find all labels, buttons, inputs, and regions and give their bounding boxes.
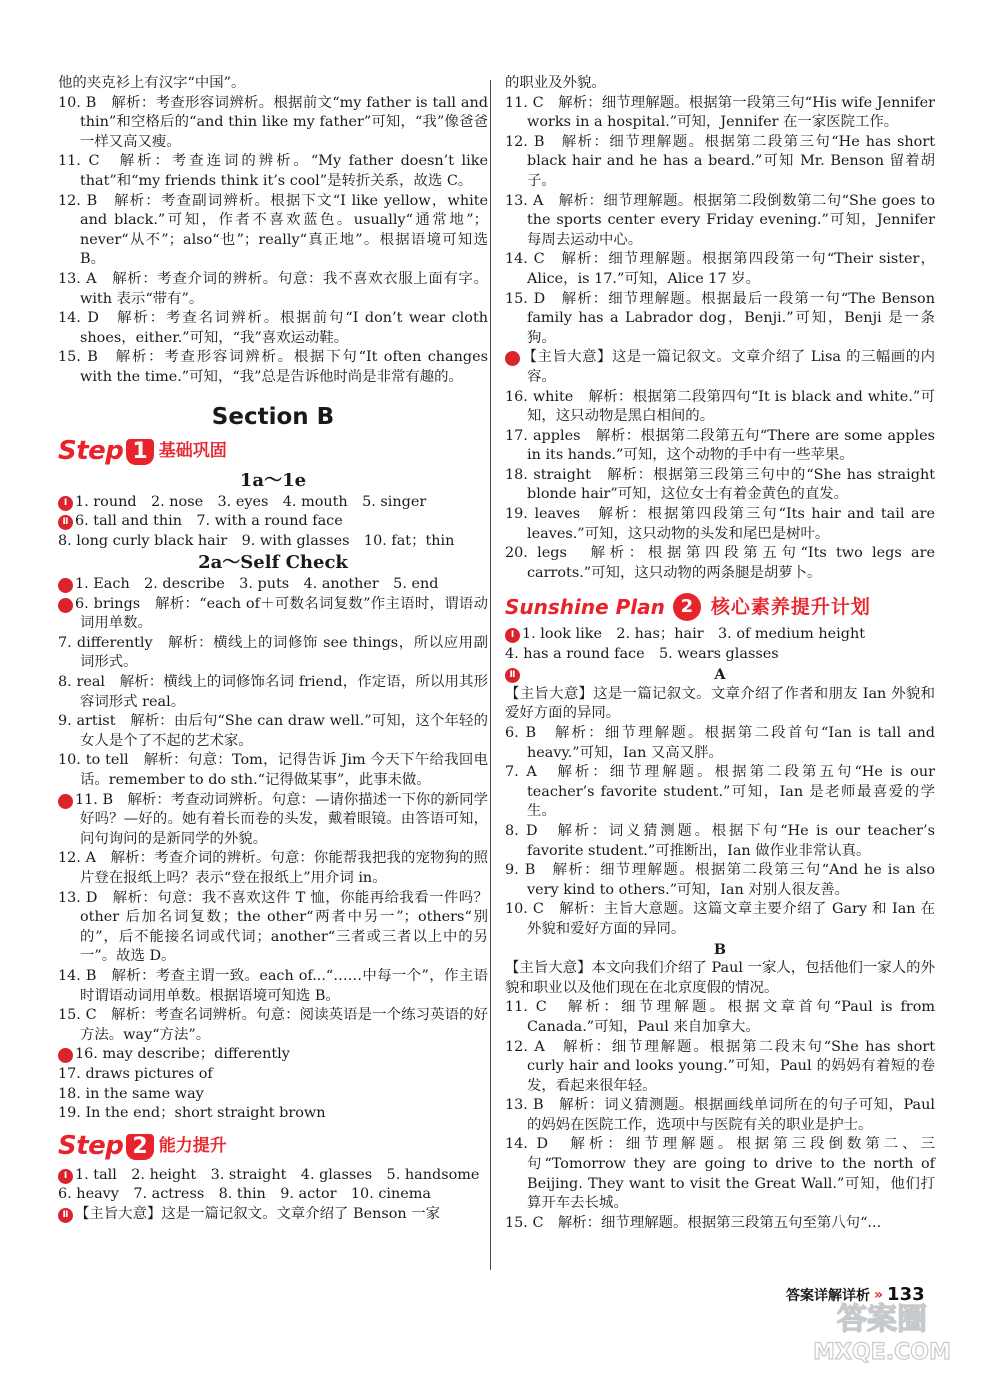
answer-line <box>505 1096 935 1135</box>
answer-line <box>58 1166 488 1186</box>
answer-text: 11. C 解析：细节理解题。根据文章首句“Paul is from Canada.”可知，Paul 来自加拿大。 <box>505 999 935 1035</box>
answer-line <box>505 74 935 94</box>
step2-word: Step <box>58 1130 124 1161</box>
answer-line <box>497 348 935 387</box>
answer-line <box>505 685 935 724</box>
answer-line: 12. B 解析：考查副词辨析。根据下文“I like yellow，white and black.”可知，作者不喜欢蓝色。usually“通常地”；never“从不”；also“也”；really“真正地”。根据语境可知选 B。 <box>58 192 488 268</box>
answer-line <box>505 427 935 466</box>
right-answers-part-d <box>505 959 935 1233</box>
step1-heading <box>58 436 488 467</box>
answer-line <box>505 290 935 349</box>
answer-text: 6. B 解析：细节理解题。根据第二段首句“Ian is tall and heavy.”可知，Ian 又高又胖。 <box>505 725 935 761</box>
self-check-answers <box>49 575 488 1124</box>
sunshine-plan-number: 2 <box>673 593 701 621</box>
roman-numeral-badge: Ⅱ <box>58 598 73 613</box>
answer-text: 8. real 解析：横线上的词修饰名词 friend，作定语，所以用其形容词形式 real。 <box>58 674 488 710</box>
answer-text: 9. B 解析：细节理解题。根据第二段第三句“And he is also very kind to others.”可知，Ian 对别人很友善。 <box>505 862 935 898</box>
answer-text: 15. D 解析：细节理解题。根据最后一段第一句“The Benson family has a Labrador dog，Benji.”可知，Benji 是一条狗。 <box>505 290 935 346</box>
answer-line <box>50 791 488 850</box>
answer-text: 的职业及外貌。 <box>505 75 606 91</box>
answer-line <box>58 889 488 967</box>
answer-text: 13. D 解析：句意：我不喜欢这件 T 恤，你能再给我看一件吗？other 后加名词复数；the other“两者中另一”；others“别的”，后不能接名词或代词；another“三者或三者以上中的另一”。故选 D。 <box>58 889 488 965</box>
answer-line <box>49 1045 488 1065</box>
answer-text: 14. D 解析：细节理解题。根据第三段倒数第二、三句“Tomorrow they are going to drive to the north of Beijing. They want to visit the Great Wall.”可知，他们打算开车去长城。 <box>505 1136 935 1212</box>
right-answers-part-a <box>497 74 935 583</box>
answer-line <box>58 673 488 712</box>
double-arrow-icon: » <box>874 1286 884 1303</box>
right-column <box>497 74 935 1233</box>
roman-numeral-badge: Ⅲ <box>58 794 73 809</box>
answer-line <box>58 1185 488 1205</box>
answer-text: 18. straight 解析：根据第三段第三句中的“She has straight blonde hair”可知，这位女士有着金黄色的直发。 <box>505 466 935 503</box>
answer-text: 18. in the same way <box>58 1085 204 1102</box>
answer-text: 6. tall and thin 7. with a round face <box>75 513 343 530</box>
answer-line <box>505 505 935 544</box>
answer-text: 13. B 解析：词义猜测题。根据画线单词所在的句子可知，Paul 的妈妈在医院工作，选项中与医院有关的职业是护士。 <box>505 1097 935 1133</box>
answer-text: 8. long curly black hair 9. with glasses 10. fat；thin <box>58 532 455 549</box>
answer-text: 9. artist 解析：由后句“She can draw well.”可知，这个年轻的女人是个了不起的艺术家。 <box>58 713 488 749</box>
answer-text: 1. tall 2. height 3. straight 4. glasses 5. handsome <box>75 1166 480 1183</box>
answer-text: 【主旨大意】这是一篇记叙文。文章介绍了作者和朋友 Ian 外貌和爱好方面的异同。 <box>505 685 935 722</box>
answer-text: 17. draws pictures of <box>58 1065 213 1082</box>
answer-line <box>51 595 488 634</box>
watermark-line1: 答案圈 <box>837 1302 927 1337</box>
answer-text: 15. C 解析：考查名词辨析。句意：阅读英语是一个练习英语的好方法。way“方法”。 <box>58 1007 488 1043</box>
step1-number: 1 <box>126 439 153 465</box>
answer-text: 14. C 解析：细节理解题。根据第四段第一句“Their sister，Alice，is 17.”可知，Alice 17 岁。 <box>505 251 935 287</box>
answer-text: 16. may describe；differently <box>75 1046 290 1063</box>
page-number: 133 <box>887 1284 925 1305</box>
answer-text: 14. B 解析：考查主谓一致。each of...“……中每一个”，作主语时谓语动词用单数。根据语境可知选 B。 <box>58 967 488 1004</box>
left-column <box>49 74 488 1224</box>
step1-word: Step <box>58 436 124 467</box>
sunshine-plan-heading <box>505 593 935 621</box>
answer-line <box>58 849 488 888</box>
answer-line <box>505 861 935 900</box>
answer-line: 11. C 解析：考查连词的辨析。“My father doesn’t like that”和“my friends think it’s cool”是转折关系，故选 C。 <box>58 153 488 189</box>
answer-line <box>58 1065 488 1085</box>
answer-line <box>505 133 935 192</box>
right-answers-part-c <box>505 685 935 940</box>
roman-numeral-badge: Ⅲ <box>505 351 520 366</box>
answer-line <box>505 625 935 645</box>
answer-line <box>58 1085 488 1105</box>
answer-text: 20. legs 解析：根据第四段第五句“Its two legs are carrots.”可知，这只动物的两条腿是胡萝卜。 <box>505 545 935 581</box>
left-top-answers <box>58 74 488 388</box>
roman-numeral-badge: Ⅱ <box>58 515 73 530</box>
answer-line <box>58 751 488 790</box>
answer-line <box>505 645 935 665</box>
answer-text: 12. B 解析：细节理解题。根据第二段第三句“He has short black hair and he has a beard.”可知 Mr. Benson 留着胡子。 <box>505 133 935 189</box>
roman-numeral-badge: Ⅰ <box>58 496 73 511</box>
passage-b-label: B <box>713 940 727 958</box>
answer-line <box>505 763 935 822</box>
watermark-logo <box>780 1295 985 1365</box>
answer-line <box>505 466 935 505</box>
answer-text: 13. A 解析：细节理解题。根据第二段倒数第二句“She goes to the sports center every Friday evening.”可知，Jennifer 每周去运动中心。 <box>505 192 935 248</box>
roman-numeral-badge: Ⅰ <box>58 1169 73 1184</box>
answer-line: 15. B 解析：考查形容词辨析。根据下句“It often changes with the time.”可知，“我”总是告诉他时尚是非常有趣的。 <box>58 349 488 385</box>
answer-line <box>58 493 488 513</box>
answer-text: 10. C 解析：主旨大意题。这篇文章主要介绍了 Gary 和 Ian 在外貌和爱好方面的异同。 <box>505 901 935 937</box>
answer-line <box>505 959 935 998</box>
answer-line <box>58 1006 488 1045</box>
passage-a-label: A <box>714 666 726 684</box>
answer-text: 10. to tell 解析：句意：Tom，记得告诉 Jim 今天下午给我回电话。remember to do sth.“记得做某事”，此事未做。 <box>58 752 488 788</box>
answer-line <box>58 1104 488 1124</box>
answer-text: 19. leaves 解析：根据第四段第三句“Its hair and tail are leaves.”可知，这只动物的头发和尾巴是树叶。 <box>505 506 935 542</box>
step1-answers <box>58 493 488 552</box>
answer-text: 4. has a round face 5. wears glasses <box>505 646 779 663</box>
step2-number: 2 <box>126 1134 153 1160</box>
step1-name: 基础巩固 <box>158 441 227 462</box>
answer-line: 13. A 解析：考查介词的辨析。句意：我不喜欢衣服上面有字。with 表示“带有”。 <box>58 270 488 307</box>
answer-line <box>505 544 935 583</box>
answer-line <box>52 575 488 595</box>
answer-line <box>505 1214 935 1234</box>
answer-line <box>505 94 935 133</box>
answer-line <box>58 967 488 1006</box>
answer-text: 8. D 解析：词义猜测题。根据下句“He is our teacher’s favorite student.”可推断出，Ian 做作业非常认真。 <box>505 822 935 859</box>
sub-title-1a-1e: 1a～1e <box>239 470 307 492</box>
answer-line <box>505 1038 935 1097</box>
answer-line <box>505 1135 935 1213</box>
answer-text: 1. Each 2. describe 3. puts 4. another 5. end <box>75 576 439 593</box>
answer-text: 6. brings 解析：“each of＋可数名词复数”作主语时，谓语动词用单数。 <box>75 595 488 632</box>
answer-text: 1. look like 2. has；hair 3. of medium height <box>522 626 865 643</box>
step2-heading <box>58 1130 488 1161</box>
answer-text: 16. white 解析：根据第二段第四句“It is black and white.”可知，这只动物是黑白相间的。 <box>505 388 935 425</box>
answer-text: 12. A 解析：细节理解题。根据第二段末句“She has short curly hair and looks young.”可知，Paul 的妈妈有着短的卷发，看起来很年轻。 <box>505 1038 935 1094</box>
answer-line <box>505 900 935 939</box>
answer-line <box>505 388 935 427</box>
answer-line <box>58 1205 488 1225</box>
answer-text: 【主旨大意】这是一篇记叙文。文章介绍了 Lisa 的三幅画的内容。 <box>522 349 935 385</box>
answer-text: 15. C 解析：细节理解题。根据第三段第五句至第八句“... <box>505 1214 882 1231</box>
answer-line <box>505 998 935 1037</box>
answer-text: 7. differently 解析：横线上的词修饰 see things，所以应用副词形式。 <box>58 634 488 671</box>
answer-text: 6. heavy 7. actress 8. thin 9. actor 10. cinema <box>58 1186 432 1203</box>
answer-line: 他的夹克衫上有汉字“中国”。 <box>58 75 246 91</box>
sub-title-2a-self-check: 2a～Self Check <box>198 552 348 574</box>
answer-line: 14. D 解析：考查名词辨析。根据前句“I don’t wear cloth shoes，either.”可知，“我”喜欢运动鞋。 <box>58 310 488 346</box>
roman-numeral-badge: Ⅰ <box>58 578 73 593</box>
step2-answers <box>58 1166 488 1225</box>
answer-line <box>505 250 935 289</box>
answer-text: 7. A 解析：细节理解题。根据第二段第五句“He is our teacher’s favorite student.”可知，Ian 是老师最喜爱的学生。 <box>505 764 935 820</box>
answer-text: 19. In the end；short straight brown <box>58 1105 326 1122</box>
answer-text: 17. apples 解析：根据第二段第五句“There are some apples in its hands.”可知，这个动物的手中有一些苹果。 <box>505 427 935 464</box>
column-divider <box>490 80 491 1270</box>
answer-text: 12. A 解析：考查介词的辨析。句意：你能帮我把我的宠物狗的照片登在报纸上吗？表示“登在报纸上”用介词 in。 <box>58 850 488 886</box>
answer-text: 1. round 2. nose 3. eyes 4. mouth 5. singer <box>75 493 427 510</box>
answer-text: 11. B 解析：考查动词辨析。句意：—请你描述一下你的新同学好吗？—好的。她有着长而卷的头发，戴着眼镜。由答语可知，问句询问的是新同学的外貌。 <box>75 791 488 847</box>
answer-line <box>58 712 488 751</box>
answer-line <box>58 532 488 552</box>
answer-text: 11. C 解析：细节理解题。根据第一段第三句“His wife Jennifer works in a hospital.”可知，Jennifer 在一家医院工作。 <box>505 94 935 131</box>
answer-line <box>505 724 935 763</box>
answer-line <box>58 512 488 532</box>
sunshine-plan-name: 核心素养提升计划 <box>710 595 871 618</box>
roman-numeral-badge: Ⅰ <box>505 628 520 643</box>
step2-name: 能力提升 <box>158 1135 227 1156</box>
answer-text: 【主旨大意】本文向我们介绍了 Paul 一家人，包括他们一家人的外貌和职业以及他们现在在北京度假的情况。 <box>505 960 935 996</box>
answer-text: 【主旨大意】这是一篇记叙文。文章介绍了 Benson 一家 <box>75 1205 441 1222</box>
footer-label: 答案详解详析 <box>786 1287 870 1304</box>
sunshine-plan-word: Sunshine Plan <box>505 594 665 619</box>
answer-line <box>505 192 935 251</box>
answer-line <box>505 822 935 861</box>
watermark-line2: MXQE.COM <box>813 1340 951 1365</box>
roman-numeral-badge: Ⅱ <box>505 668 520 683</box>
answer-line: 10. B 解析：考查形容词辨析。根据前文“my father is tall and thin”和空格后的“and thin like my father”可知，“我”像爸爸一样又高又瘦。 <box>58 94 488 150</box>
roman-numeral-badge: Ⅳ <box>58 1048 73 1063</box>
roman-numeral-badge: Ⅱ <box>58 1208 73 1223</box>
answer-line <box>58 634 488 673</box>
section-title: Section B <box>211 403 335 430</box>
